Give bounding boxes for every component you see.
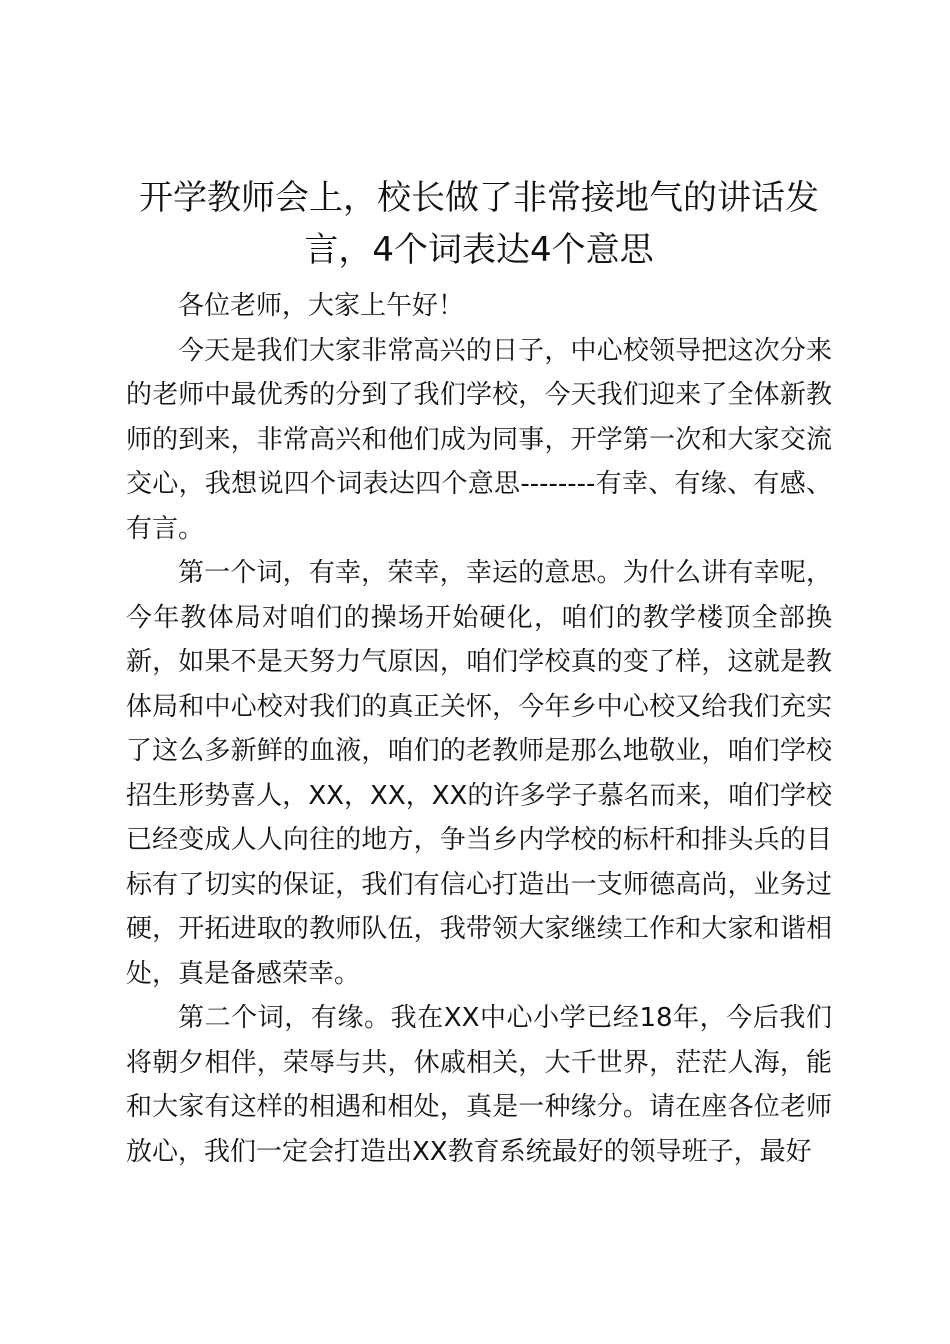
paragraph-greeting: 各位老师，大家上午好！ <box>178 291 465 321</box>
document-page <box>126 172 832 1174</box>
paragraph-first-word: 第一个词，有幸，荣幸，幸运的意思。为什么讲有幸呢，今年教体局对咱们的操场开始硬化，咱们的教学楼顶全部换新，如果不是天努力气原因，咱们学校真的变了样，这就是教体局和中心校对我们的真正关怀，今年乡中心校又给我们充实了这么多新鲜的血液，咱们的老教师是那么地敬业，咱们学校招生形势喜人，XX，XX，XX的许多学子慕名而来，咱们学校已经变成人人向往的地方，争当乡内学校的标杆和排头兵的目标有了切实的保证，我们有信心打造出一支师德高尚，业务过硬，开拓进取的教师队伍，我带领大家继续工作和大家和谐相处，真是备感荣幸。 <box>126 558 832 989</box>
paragraph-second-word: 第二个词，有缘。我在XX中心小学已经18年，今后我们将朝夕相伴，荣辱与共，休戚相关，大千世界，茫茫人海，能和大家有这样的相遇和相处，真是一种缘分。请在座各位老师放心，我们一定会打造出XX教育系统最好的领导班子，最好 <box>126 1003 832 1167</box>
document-title: 开学教师会上，校长做了非常接地气的讲话发言，4个词表达4个意思 <box>139 178 819 270</box>
paragraph-intro: 今天是我们大家非常高兴的日子，中心校领导把这次分来的老师中最优秀的分到了我们学校，今天我们迎来了全体新教师的到来，非常高兴和他们成为同事，开学第一次和大家交流交心，我想说四个词表达四个意思--------有幸、有缘、有感、有言。 <box>126 335 832 544</box>
